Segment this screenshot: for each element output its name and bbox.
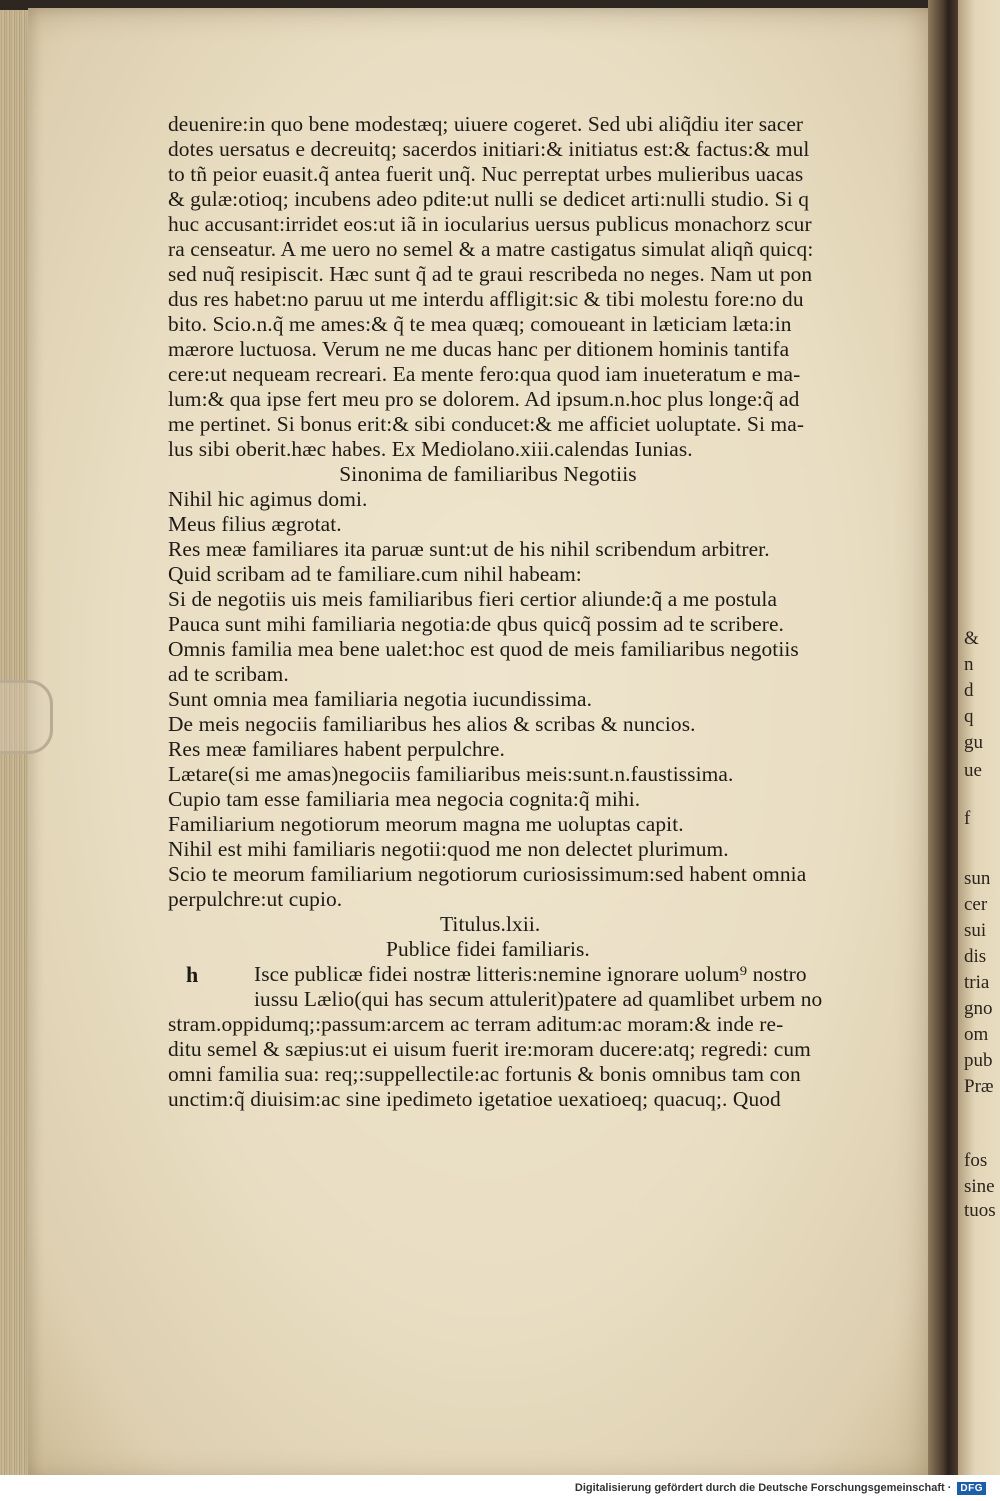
text-line: Sunt omnia mea familiaria negotia iucundissima. — [168, 687, 593, 711]
text-line: Familiarium negotiorum meorum magna me uoluptas capit. — [168, 812, 684, 836]
text-line: Res meæ familiares ita paruæ sunt:ut de his nihil scribendum arbitrer. — [168, 537, 770, 561]
text-line: Omnis familia mea bene ualet:hoc est quod de meis familiaribus negotiis — [168, 637, 799, 661]
text-line: bito. Scio.n.q̃ me ames:& q̃ te mea quæq; comoueant in læticiam læta:in — [168, 312, 792, 336]
facing-fragment: d — [964, 680, 974, 701]
text-line: unctim:q̃ diuisim:ac sine ipedimeto igetatioe uexatioeq; quacuq;. Quod — [168, 1087, 781, 1111]
text-line: perpulchre:ut cupio. — [168, 887, 343, 911]
facing-fragment: tria — [964, 972, 990, 993]
text-line: Si de negotiis uis meis familiaribus fieri certior aliunde:q̃ a me postula — [168, 587, 778, 611]
text-line: mærore luctuosa. Verum ne me ducas hanc per ditionem hominis tantifa — [168, 337, 790, 361]
text-line: lus sibi oberit.hæc habes. Ex Mediolano.xiii.calendas Iunias. — [168, 437, 693, 461]
facing-fragment: f — [964, 808, 971, 829]
text-line: to tñ peior euasit.q̃ antea fuerit unq̃. Nuc perreptat urbes mulieribus uacas — [168, 162, 804, 186]
facing-fragment: gu — [964, 732, 983, 753]
text-line: lum:& qua ipse fert meu pro se dolorem. Ad ipsum.n.hoc plus longe:q̃ ad — [168, 387, 800, 411]
text-line: Cupio tam esse familiaria mea negocia cognita:q̃ mihi. — [168, 787, 641, 811]
text-line: ad te scribam. — [168, 662, 289, 686]
text-line: ditu semel & sæpius:ut ei uisum fuerit ire:moram ducere:atq; regredi: cum — [168, 1037, 811, 1061]
text-line: dus res habet:no paruu ut me interdu affligit:sic & tibi molestu fore:no du — [168, 287, 804, 311]
facing-fragment: q — [964, 706, 974, 727]
text-line: Lætare(si me amas)negociis familiaribus meis:sunt.n.faustissima. — [168, 762, 734, 786]
text-line: Nihil est mihi familiaris negotii:quod me non delectet plurimum. — [168, 837, 729, 861]
text-line: Quid scribam ad te familiare.cum nihil habeam: — [168, 562, 582, 586]
facing-fragment: sine — [964, 1176, 995, 1197]
title-heading: Titulus.lxii. — [440, 912, 541, 936]
text-line: iussu Lælio(qui has secum attulerit)patere ad quamlibet urbem no — [254, 987, 823, 1011]
text-line: Res meæ familiares habent perpulchre. — [168, 737, 505, 761]
facing-fragment: fos — [964, 1150, 988, 1171]
facing-fragment: ue — [964, 760, 982, 781]
facing-fragment: dis — [964, 946, 987, 967]
text-line: sed nuq̃ resipiscit. Hæc sunt q̃ ad te graui rescribeda no neges. Nam ut pon — [168, 262, 813, 286]
text-line: Pauca sunt mihi familiaria negotia:de qbus quicq̃ possim ad te scribere. — [168, 612, 784, 636]
facing-fragment: n — [964, 654, 974, 675]
facing-page — [958, 0, 1000, 1490]
dfg-logo-icon: DFG — [957, 1482, 986, 1495]
text-line: huc accusant:irridet eos:ut iã in iocularius uersus publicus monachorz scur — [168, 212, 812, 236]
text-line: Nihil hic agimus domi. — [168, 487, 368, 511]
text-line: & gulæ:otioq; incubens adeo pdite:ut nulli se dedicet arti:nulli studio. Si q — [168, 187, 810, 211]
facing-fragment: Præ — [964, 1076, 994, 1097]
facing-fragment: om — [964, 1024, 989, 1045]
text-line: cere:ut nequeam recreari. Ea mente fero:qua quod iam inueteratum e ma- — [168, 362, 801, 386]
facing-fragment: pub — [964, 1050, 993, 1071]
text-line: deuenire:in quo bene modestæq; uiuere cogeret. Sed ubi aliq̃diu iter sacer — [168, 112, 804, 136]
page-text — [168, 112, 928, 1112]
facing-fragment: gno — [964, 998, 993, 1019]
book-clasp — [0, 680, 53, 754]
footer-bar — [0, 1475, 1000, 1501]
text-line: me pertinet. Si bonus erit:& sibi conducet:& me afficiet uoluptate. Si ma- — [168, 412, 805, 436]
facing-fragment: cer — [964, 894, 988, 915]
facing-fragment: sun — [964, 868, 991, 889]
initial-letter: h — [186, 962, 199, 987]
text-line: omni familia sua: req;:suppellectile:ac fortunis & bonis omnibus tam con — [168, 1062, 801, 1086]
text-line: Scio te meorum familiarium negotiorum curiosissimum:sed habent omnia — [168, 862, 807, 886]
text-line: ra censeatur. A me uero no semel & a matre castigatus simulat aliqñ quicq: — [168, 237, 814, 261]
text-line: Isce publicæ fidei nostræ litteris:nemine ignorare uolum⁹ nostro — [254, 962, 807, 986]
subtitle-heading: Publice fidei familiaris. — [386, 937, 590, 961]
funding-notice: Digitalisierung gefördert durch die Deutsche Forschungsgemeinschaft · — [574, 1482, 952, 1494]
book-gutter — [928, 0, 962, 1501]
text-line: De meis negociis familiaribus hes alios & scribas & nuncios. — [168, 712, 696, 736]
text-line: Meus filius ægrotat. — [168, 512, 342, 536]
facing-fragment: sui — [964, 920, 987, 941]
section-heading: Sinonima de familiaribus Negotiis — [339, 462, 637, 486]
text-line: stram.oppidumq;:passum:arcem ac terram aditum:ac moram:& inde re- — [168, 1012, 784, 1036]
facing-fragment: tuos — [964, 1200, 996, 1221]
text-line: dotes uersatus e decreuitq; sacerdos initiari:& initiatus est:& factus:& mul — [168, 137, 810, 161]
facing-fragment: & — [964, 628, 979, 649]
